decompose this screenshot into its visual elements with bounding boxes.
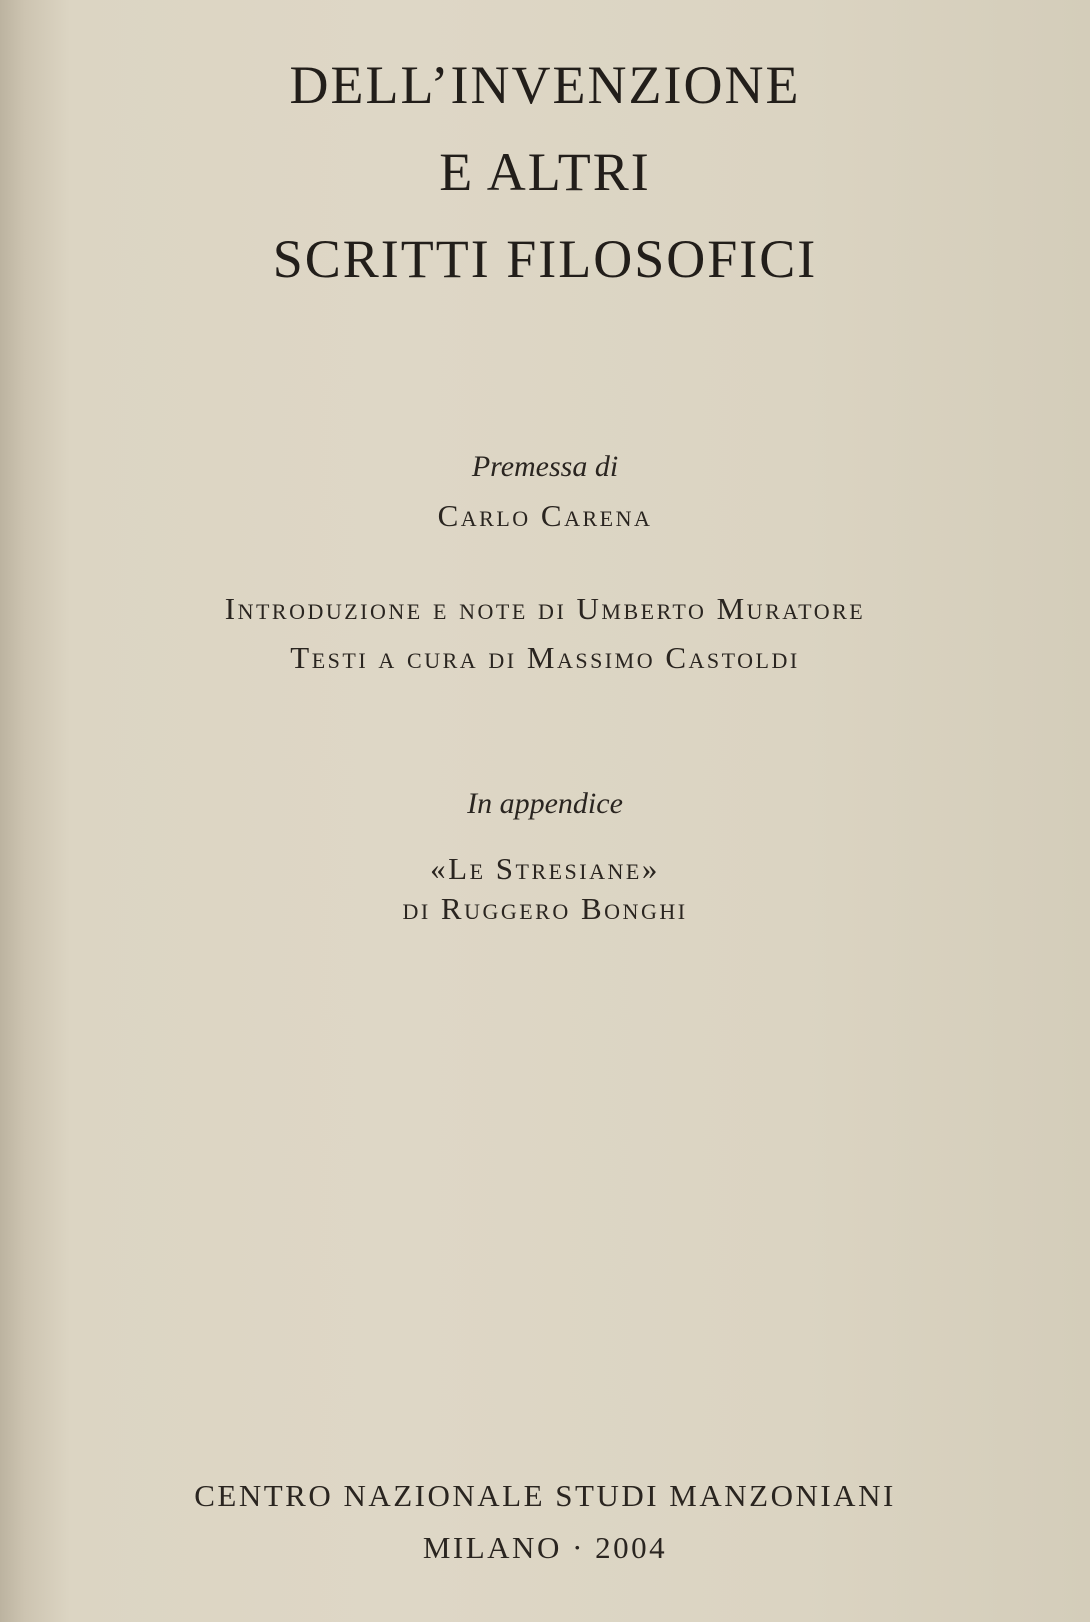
book-title-line-2: E ALTRI <box>439 142 651 202</box>
appendice-label: In appendice <box>467 787 623 820</box>
publication-place-year: MILANO · 2004 <box>422 1530 668 1565</box>
appendice-work: «Le Stresiane» <box>430 851 660 886</box>
testi-credit: Testi a cura di Massimo Castoldi <box>290 640 800 675</box>
premessa-label: Premessa di <box>471 450 619 483</box>
book-title-line-3: SCRITTI FILOSOFICI <box>272 229 818 289</box>
book-title-line-1: DELL’INVENZIONE <box>289 55 801 115</box>
premessa-author: Carlo Carena <box>437 498 653 533</box>
publisher-name: CENTRO NAZIONALE STUDI MANZONIANI <box>194 1478 896 1513</box>
appendice-author: di Ruggero Bonghi <box>402 891 688 926</box>
introduzione-credit: Introduzione e note di Umberto Muratore <box>224 591 866 626</box>
